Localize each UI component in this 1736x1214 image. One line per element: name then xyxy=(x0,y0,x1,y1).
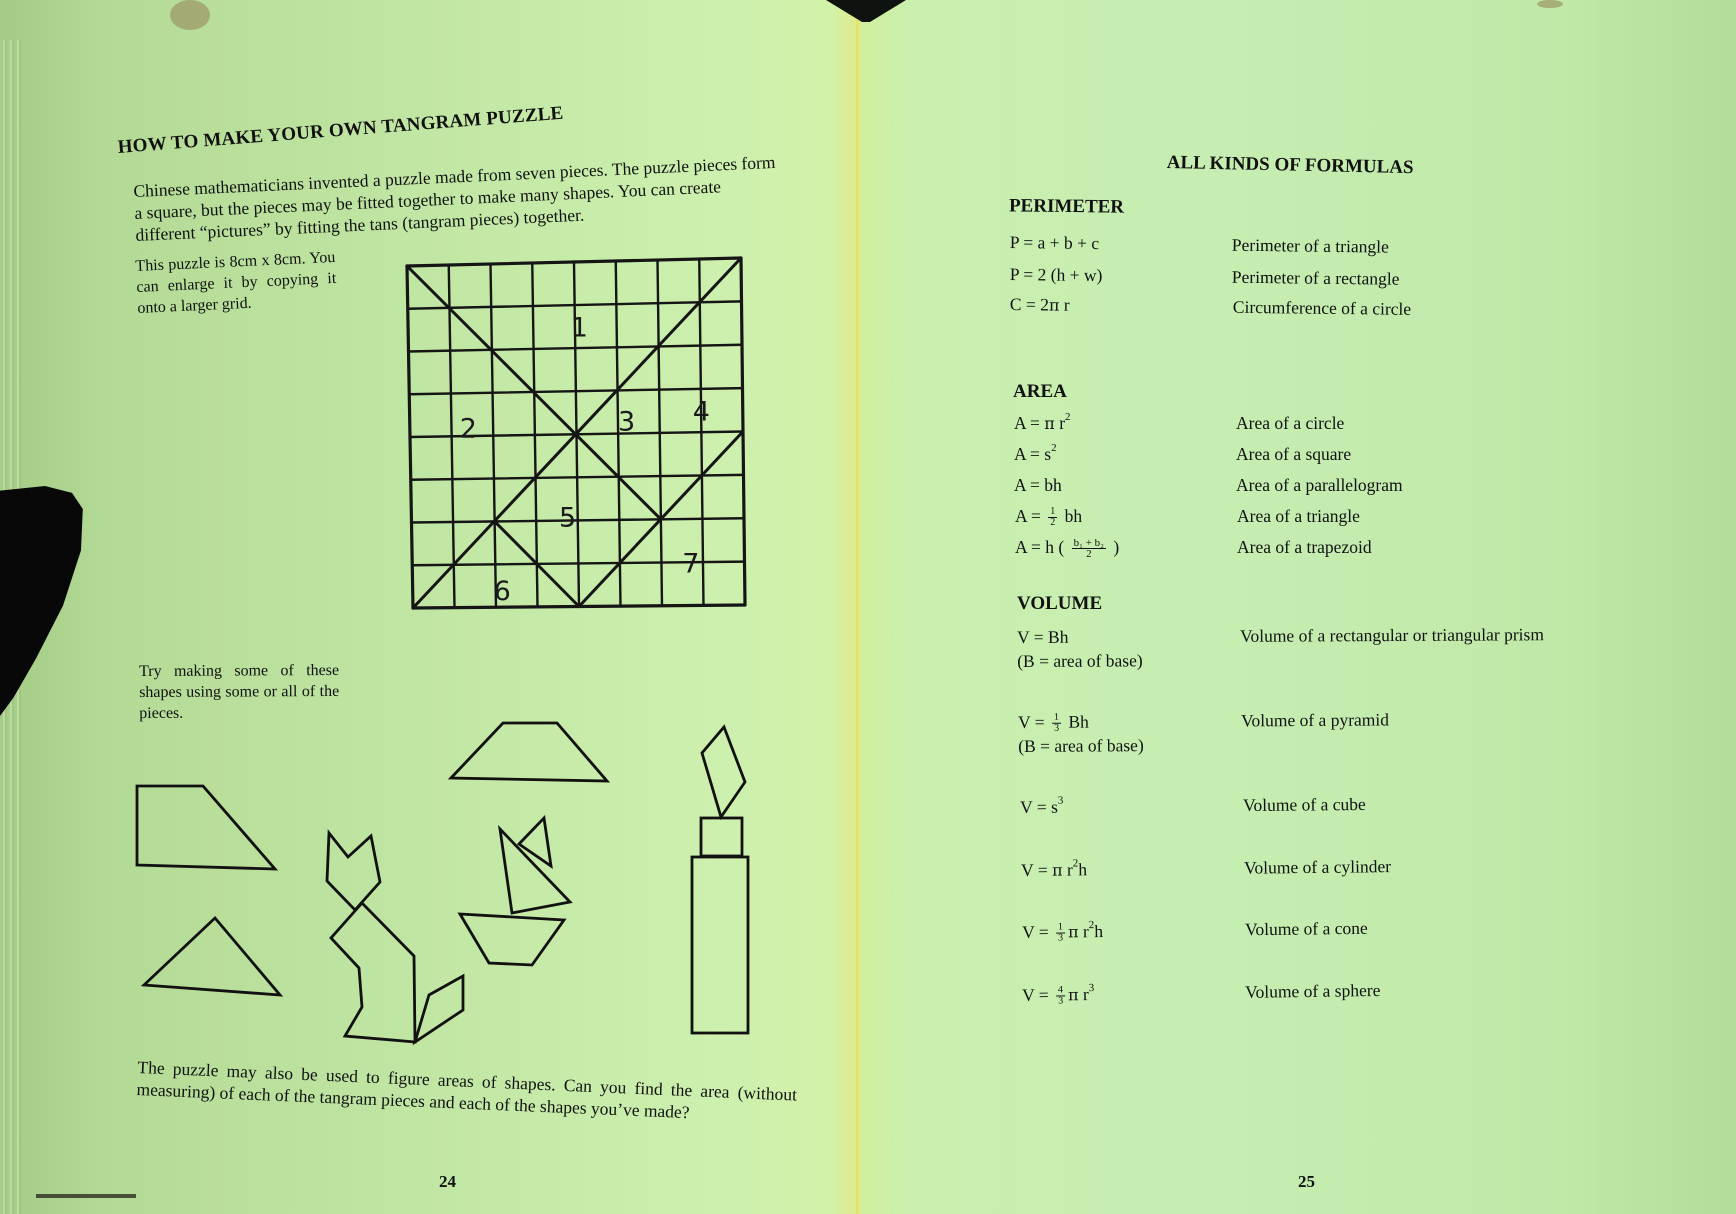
formula: V = $\frac{1}{3}$ Bh xyxy=(1018,711,1089,735)
formula-description: Volume of a cube xyxy=(1242,793,1366,816)
stain-mark xyxy=(170,0,210,30)
fraction: $\frac{1}{2}$ xyxy=(1050,506,1056,529)
piece-label: 2 xyxy=(459,413,477,445)
pi-symbol: π xyxy=(1051,860,1063,880)
formulas-title: ALL KINDS OF FORMULAS xyxy=(1166,152,1414,179)
formula: A = π $r^2$ xyxy=(1014,411,1071,433)
formula: A = $\frac{1}{2}$ bh xyxy=(1015,506,1083,529)
grid-note: This puzzle is 8cm x 8cm. You can enlarge it by copying it onto a larger grid. xyxy=(135,248,337,317)
fraction: $\frac{4}{3}$ xyxy=(1057,984,1064,1007)
page-number-right: 25 xyxy=(1298,1172,1315,1191)
pi-symbol: π xyxy=(1044,414,1055,433)
area-heading: AREA xyxy=(1013,381,1067,402)
formula-description: Volume of a rectangular or triangular prism xyxy=(1239,624,1544,646)
formula: A = bh xyxy=(1014,475,1062,495)
piece-label: 3 xyxy=(617,406,636,438)
formula: $A = s^2$ xyxy=(1014,442,1057,464)
formula: V = Bh xyxy=(1017,626,1069,647)
book-spine xyxy=(856,14,859,1214)
formula-description: Perimeter of a triangle xyxy=(1231,234,1389,257)
formula-description: Area of a square xyxy=(1236,444,1352,464)
formula: V = $\frac{1}{3}$ π $r^2h$ xyxy=(1022,919,1104,945)
formula: $V = s^3$ xyxy=(1020,794,1064,817)
formula-note: (B = area of base) xyxy=(1017,650,1143,671)
formula-description: Volume of a pyramid xyxy=(1240,709,1390,731)
fraction: $\frac{\text{b₁ + b₂}}{2}$ xyxy=(1073,537,1104,561)
formula: C = 2π r xyxy=(1009,294,1070,315)
piece-label: 1 xyxy=(570,312,588,344)
formula: A = h ( $\frac{\text{b₁ + b₂}}{2}$ ) xyxy=(1015,537,1120,561)
closing-paragraph: The puzzle may also be used to figure areas of shapes. Can you find the area (without measuring) of each of the tangram pieces and each of the shapes you’ve made? xyxy=(136,1056,798,1123)
piece-label: 5 xyxy=(558,502,577,534)
right-page xyxy=(858,0,1736,1214)
formula-description: Volume of a cone xyxy=(1244,917,1368,940)
formula-description: Volume of a cylinder xyxy=(1243,856,1392,878)
tape-mark xyxy=(36,1194,136,1198)
pi-symbol: π xyxy=(1067,985,1079,1005)
formula: V = π $r^2h$ xyxy=(1021,857,1088,880)
perimeter-heading: PERIMETER xyxy=(1008,195,1125,218)
formula: P = a + b + c xyxy=(1009,232,1100,254)
volume-heading: VOLUME xyxy=(1017,593,1103,614)
page-number-left: 24 xyxy=(439,1172,456,1191)
pi-symbol: π xyxy=(1048,295,1060,315)
stain-mark xyxy=(1537,0,1563,8)
pi-symbol: π xyxy=(1067,922,1079,942)
formula-description: Area of a parallelogram xyxy=(1236,475,1403,495)
fraction: $\frac{1}{3}$ xyxy=(1057,921,1064,945)
page-heading: HOW TO MAKE YOUR OWN TANGRAM PUZZLE xyxy=(117,102,565,158)
formula-description: Volume of a sphere xyxy=(1244,979,1381,1002)
formula-description: Area of a circle xyxy=(1236,413,1345,433)
formula-note: (B = area of base) xyxy=(1018,735,1144,756)
piece-label: 6 xyxy=(493,576,511,608)
formula-description: Perimeter of a rectangle xyxy=(1231,266,1400,289)
formula-description: Area of a trapezoid xyxy=(1237,537,1372,557)
try-shapes-note: Try making some of these shapes using some or all of the pieces. xyxy=(139,661,340,722)
formula: V = $\frac{4}{3}$ π $r^3$ xyxy=(1022,981,1095,1007)
piece-label: 7 xyxy=(682,548,700,580)
intro-paragraph: Chinese mathematicians invented a puzzle made from seven pieces. The puzzle pieces form a square, but the pieces may be fitted together to make many shapes. You can create different “pictures” by fitting the tans (tangram pieces) together. xyxy=(133,151,776,245)
piece-label: 4 xyxy=(692,396,710,428)
formula-description: Area of a triangle xyxy=(1237,506,1360,526)
fraction: $\frac{1}{3}$ xyxy=(1053,712,1060,735)
formula: P = 2 (h + w) xyxy=(1009,264,1103,286)
formula-description: Circumference of a circle xyxy=(1232,296,1412,319)
